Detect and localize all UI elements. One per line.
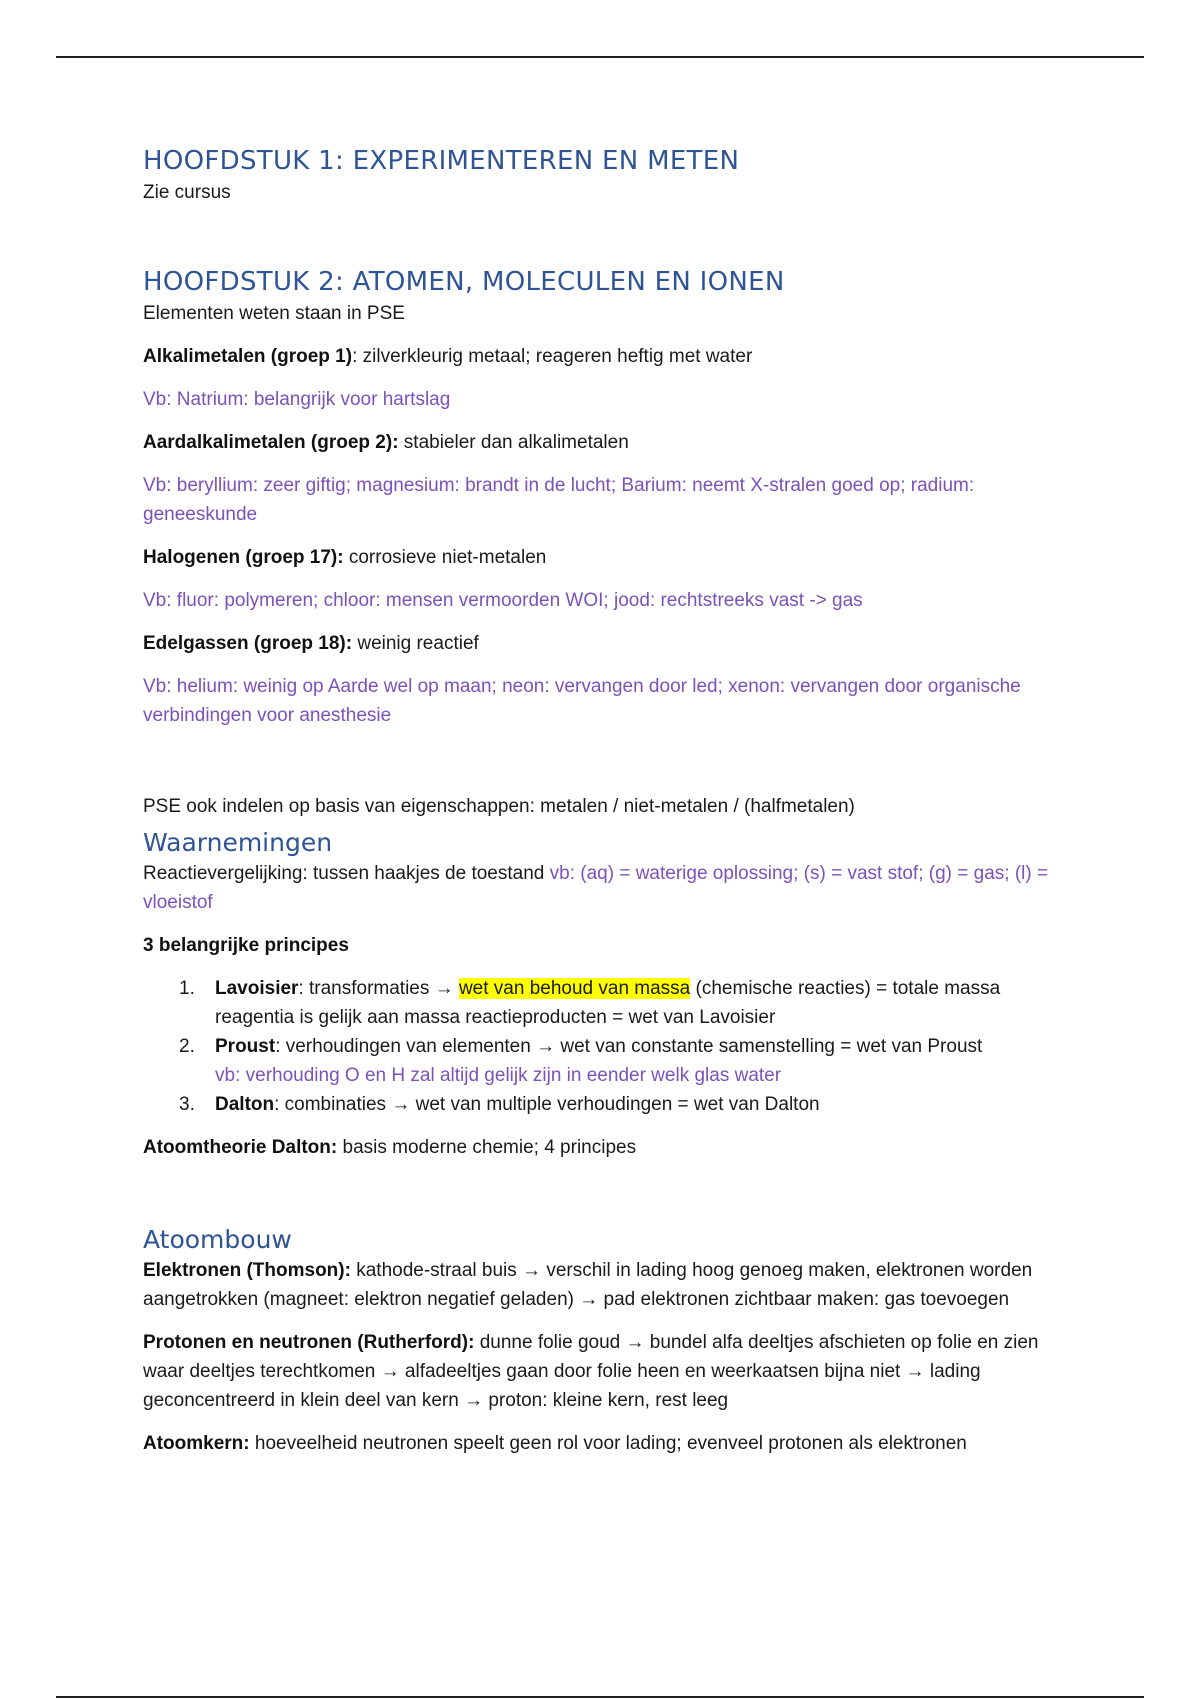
dalton-theory-label: Atoomtheorie Dalton: bbox=[143, 1137, 338, 1158]
reaction-text: Reactievergelijking: tussen haakjes de toestand bbox=[143, 863, 550, 884]
atoombouw-item-label: Protonen en neutronen (Rutherford): bbox=[143, 1332, 475, 1353]
principle-name: Lavoisier bbox=[215, 978, 299, 999]
group-17-line bbox=[143, 543, 1058, 572]
atoombouw-item bbox=[143, 1256, 1058, 1314]
atoombouw-item bbox=[143, 1429, 1058, 1458]
principle-item bbox=[143, 1090, 1058, 1119]
group-17-example: Vb: fluor: polymeren; chloor: mensen vermoorden WOI; jood: rechtstreeks vast -> gas bbox=[143, 590, 863, 611]
principles-title: 3 belangrijke principes bbox=[143, 935, 349, 956]
principle-highlight: wet van behoud van massa bbox=[458, 978, 691, 999]
footer-rule bbox=[56, 1696, 1144, 1698]
atoombouw-item-label: Elektronen (Thomson): bbox=[143, 1260, 351, 1281]
atoombouw-item-text: hoeveelheid neutronen speelt geen rol voor lading; evenveel protonen als elektronen bbox=[249, 1433, 967, 1454]
principle-number: 2. bbox=[179, 1036, 195, 1057]
group-1-example: Vb: Natrium: belangrijk voor hartslag bbox=[143, 389, 451, 410]
group-2-example: Vb: beryllium: zeer giftig; magnesium: brandt in de lucht; Barium: neemt X-stralen goed op; radium: geneeskunde bbox=[143, 475, 975, 525]
principle-name: Proust bbox=[215, 1036, 276, 1057]
group-1-line bbox=[143, 342, 1058, 371]
chapter-2-intro: Elementen weten staan in PSE bbox=[143, 303, 405, 324]
atoombouw-item-text: kathode-straal buis → verschil in lading hoog genoeg maken, elektronen worden aangetrokken (magneet: elektron negatief geladen) → pad elektronen zichtbaar maken: gas toevoegen bbox=[143, 1260, 1033, 1310]
group-17-label: Halogenen (groep 17): bbox=[143, 547, 344, 568]
principle-name: Dalton bbox=[215, 1094, 275, 1115]
group-1-desc: : zilverkleurig metaal; reageren heftig met water bbox=[352, 346, 753, 367]
principles-list bbox=[143, 974, 1058, 1119]
principle-number: 3. bbox=[179, 1094, 195, 1115]
dalton-theory-line bbox=[143, 1133, 1058, 1162]
reaction-example: vb: (aq) = waterige oplossing; (s) = vast stof; (g) = gas; (l) = vloeistof bbox=[143, 863, 1049, 913]
dalton-theory-text: basis moderne chemie; 4 principes bbox=[337, 1137, 637, 1158]
principle-number: 1. bbox=[179, 978, 195, 999]
group-18-label: Edelgassen (groep 18): bbox=[143, 633, 353, 654]
principle-pre: : transformaties → bbox=[298, 978, 459, 999]
group-2-line bbox=[143, 428, 1058, 457]
document-page bbox=[143, 144, 1058, 1472]
principle-post: (chemische reacties) = totale massa reagentia is gelijk aan massa reactieproducten = wet van Lavoisier bbox=[215, 978, 1001, 1028]
principle-item bbox=[143, 1032, 1058, 1090]
header-rule bbox=[56, 56, 1144, 58]
group-17-desc: corrosieve niet-metalen bbox=[343, 547, 547, 568]
principle-example: vb: verhouding O en H zal altijd gelijk zijn in eender welk glas water bbox=[215, 1065, 782, 1086]
atoombouw-item-text: dunne folie goud → bundel alfa deeltjes afschieten op folie en zien waar deeltjes terechtkomen → alfadeeltjes gaan door folie heen en weerkaatsen bijna niet → lading geconcentreerd in klein deel van kern → proton: kleine kern, rest leeg bbox=[143, 1332, 1039, 1411]
group-2-desc: stabieler dan alkalimetalen bbox=[398, 432, 629, 453]
reaction-line bbox=[143, 859, 1058, 917]
atoombouw-item bbox=[143, 1328, 1058, 1415]
group-18-example: Vb: helium: weinig op Aarde wel op maan; neon: vervangen door led; xenon: vervangen door organische verbindingen voor anesthesie bbox=[143, 676, 1021, 726]
group-18-line bbox=[143, 629, 1058, 658]
group-18-desc: weinig reactief bbox=[352, 633, 479, 654]
waarnemingen-title: Waarnemingen bbox=[143, 828, 333, 857]
atoombouw-title: Atoombouw bbox=[143, 1225, 292, 1254]
atoombouw-item-label: Atoomkern: bbox=[143, 1433, 250, 1454]
chapter-1-title: HOOFDSTUK 1: EXPERIMENTEREN EN METEN bbox=[143, 146, 740, 176]
chapter-1-text: Zie cursus bbox=[143, 182, 231, 203]
chapter-2-title: HOOFDSTUK 2: ATOMEN, MOLECULEN EN IONEN bbox=[143, 267, 785, 297]
group-2-label: Aardalkalimetalen (groep 2): bbox=[143, 432, 399, 453]
principle-pre: : verhoudingen van elementen → wet van constante samenstelling = wet van Proust bbox=[275, 1036, 983, 1057]
principle-item bbox=[143, 974, 1058, 1032]
pse-text: PSE ook indelen op basis van eigenschappen: metalen / niet-metalen / (halfmetalen) bbox=[143, 796, 855, 817]
principle-pre: : combinaties → wet van multiple verhoudingen = wet van Dalton bbox=[274, 1094, 820, 1115]
group-1-label: Alkalimetalen (groep 1) bbox=[143, 346, 353, 367]
